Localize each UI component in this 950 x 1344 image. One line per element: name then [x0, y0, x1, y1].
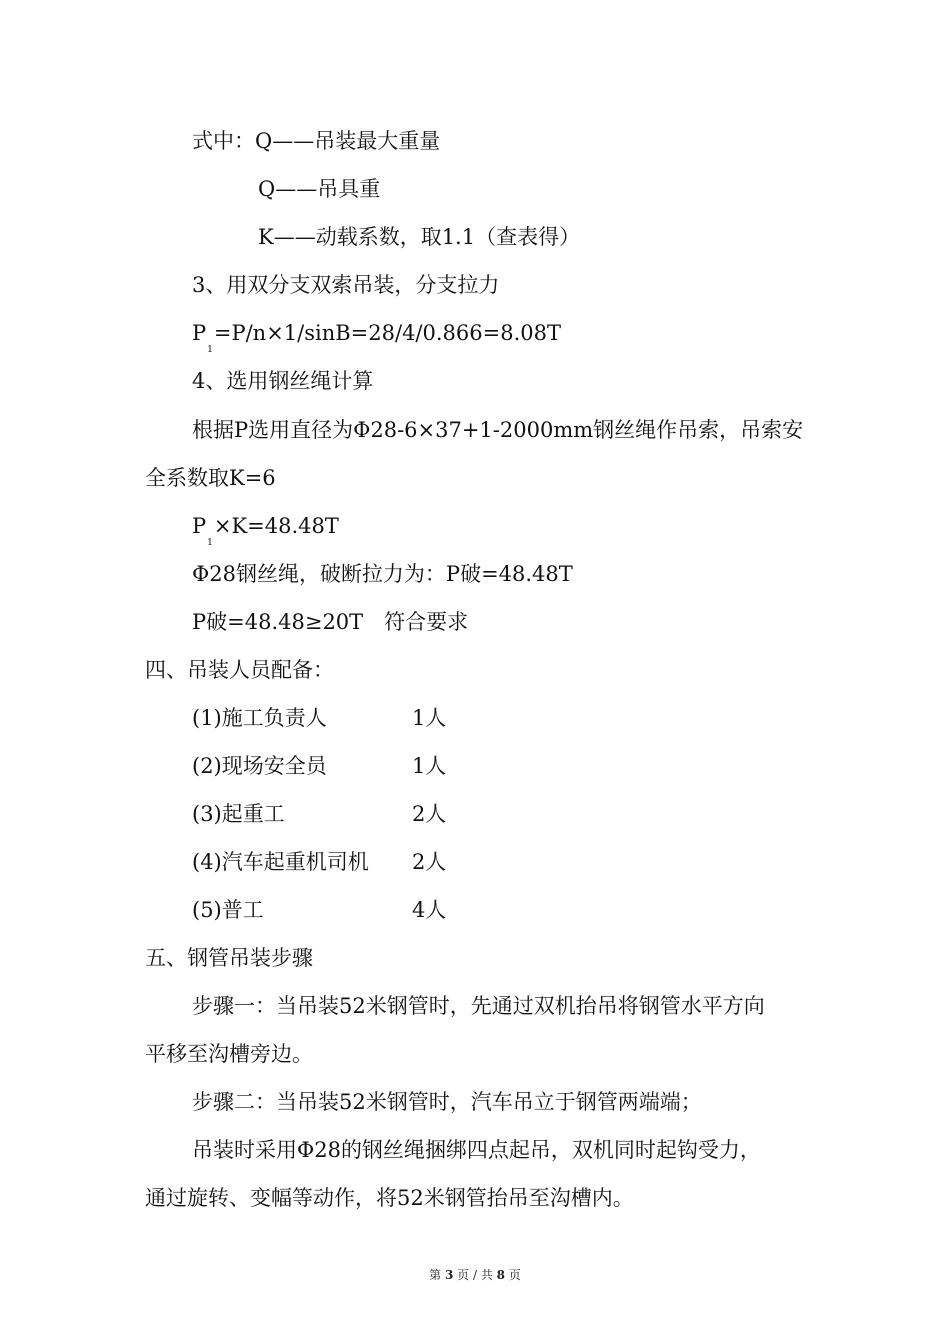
lifting-method-line1: 吊装时采用Φ28的钢丝绳捆绑四点起吊，双机同时起钩受力，: [192, 1138, 761, 1162]
step-1-line1: 步骤一：当吊装52米钢管时，先通过双机抬吊将钢管水平方向: [192, 994, 765, 1018]
personnel-row: [192, 896, 492, 924]
personnel-role: (5)普工: [192, 898, 264, 922]
formula-body: =P/n×1/sinB=28/4/0.866=8.08T: [213, 321, 561, 345]
personnel-count: 1人: [412, 754, 447, 778]
personnel-count: 4人: [412, 898, 447, 922]
break-force-line: Φ28钢丝绳，破断拉力为：P破=48.48T: [192, 562, 573, 586]
total-page-number: 8: [496, 1268, 506, 1282]
step-2-line: 步骤二：当吊装52米钢管时，汽车吊立于钢管两端端；: [192, 1090, 702, 1114]
footer-prefix: 第: [429, 1268, 442, 1282]
personnel-role: (1)施工负责人: [192, 706, 327, 730]
personnel-role: (4)汽车起重机司机: [192, 850, 369, 874]
personnel-role: (3)起重工: [192, 802, 285, 826]
formula-note-q: 式中：Q——吊装最大重量: [192, 129, 441, 153]
footer-suffix: 页: [508, 1268, 521, 1282]
step-1-line2: 平移至沟槽旁边。: [145, 1042, 313, 1066]
lifting-method-line2: 通过旋转、变幅等动作，将52米钢管抬吊至沟槽内。: [145, 1186, 634, 1210]
calc-body: ×K=48.48T: [213, 514, 339, 538]
personnel-count: 2人: [412, 850, 447, 874]
personnel-heading: 四、吊装人员配备：: [145, 658, 334, 682]
personnel-count: 1人: [412, 706, 447, 730]
formula-subscript: 1: [207, 345, 213, 355]
calc-subscript: 1: [207, 538, 213, 548]
branch-tension-formula: [192, 319, 561, 355]
footer-mid: 页 / 共: [457, 1268, 493, 1282]
rope-calc-formula: [192, 512, 339, 548]
personnel-count: 2人: [412, 802, 447, 826]
steps-heading: 五、钢管吊装步骤: [145, 946, 313, 970]
page-number-footer: [0, 1266, 950, 1283]
rope-selection-line1: 根据P选用直径为Φ28-6×37+1-2000mm钢丝绳作吊索，吊索安: [192, 418, 804, 442]
formula-note-q-rigging: Q——吊具重: [258, 177, 381, 201]
formula-p: P: [192, 321, 207, 345]
section-3-heading: 3、用双分支双索吊装，分支拉力: [192, 273, 500, 297]
requirement-check-line: P破=48.48≥20T 符合要求: [192, 610, 469, 634]
personnel-row: [192, 800, 492, 828]
personnel-role: (2)现场安全员: [192, 754, 327, 778]
section-4-heading: 4、选用钢丝绳计算: [192, 369, 374, 393]
personnel-row: [192, 752, 492, 780]
current-page-number: 3: [444, 1268, 454, 1282]
personnel-row: [192, 704, 492, 732]
formula-note-k: K——动载系数，取1.1（查表得）: [258, 225, 581, 249]
rope-selection-line2: 全系数取K=6: [145, 466, 276, 490]
personnel-row: [192, 848, 492, 876]
calc-p: P: [192, 514, 207, 538]
